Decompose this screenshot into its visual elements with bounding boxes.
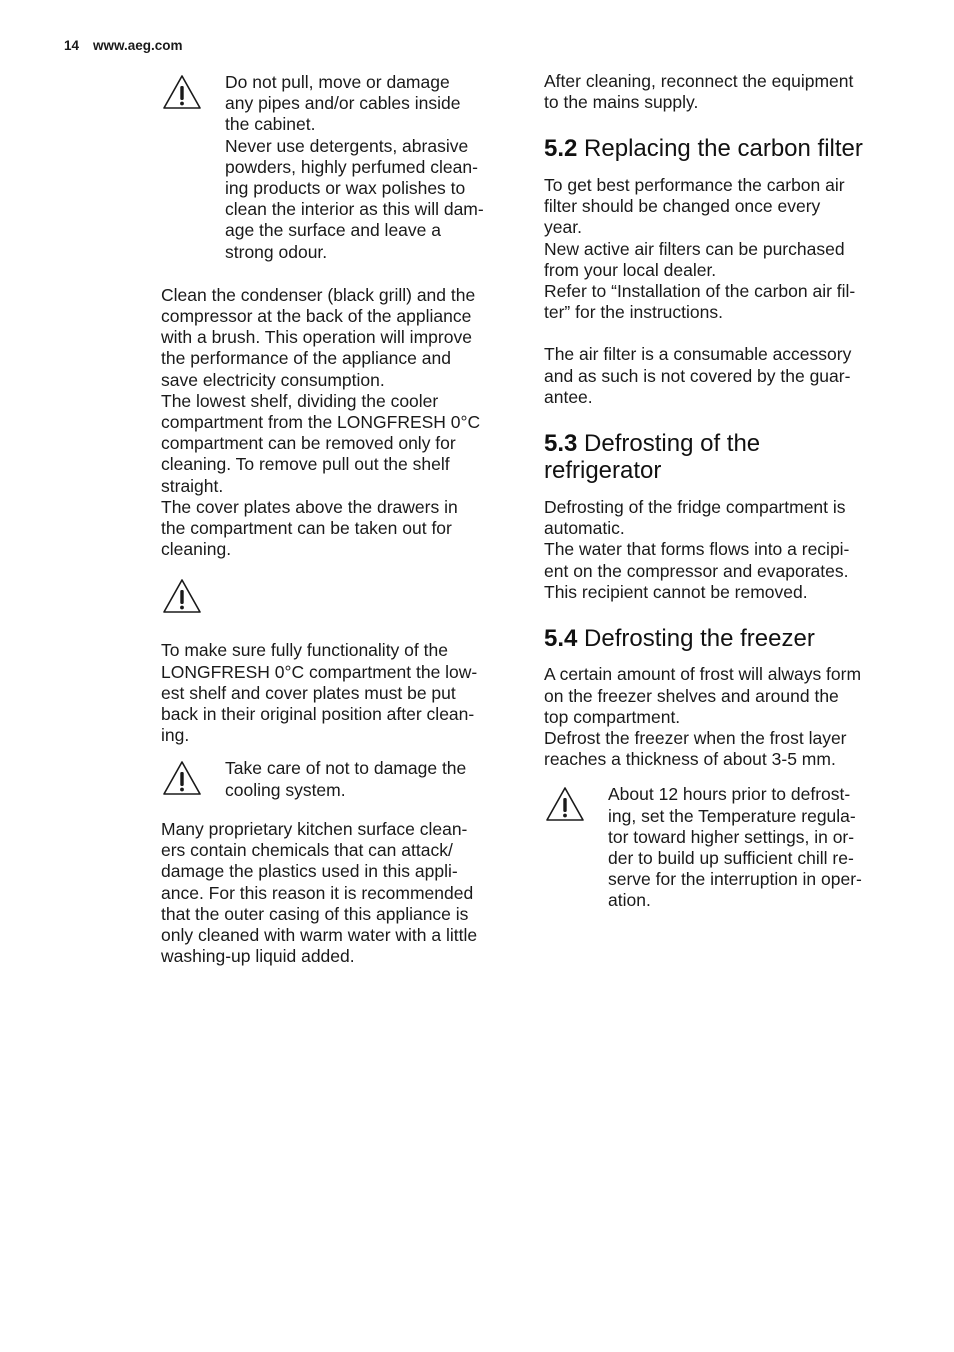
paragraph-longfresh [161,640,513,746]
text-line: the cabinet. [225,114,316,135]
text-line: est shelf and cover plates must be put [161,682,456,703]
paragraph-condenser [161,285,513,561]
text-line: The cover plates above the drawers in [161,496,458,517]
text-line: cleaning. [161,539,232,560]
text-line: automatic. [544,518,625,539]
page-number: 14 [64,38,80,53]
text-line: Clean the condenser (black grill) and the [161,284,476,305]
text-line: ing, set the Temperature regula- [608,805,856,826]
paragraph-carbon-filter [544,175,896,323]
text-line: cooling system. [225,779,346,800]
text-line: The lowest shelf, dividing the cooler [161,390,439,411]
website: www.aeg.com [93,38,183,53]
text-line: compartment can be removed only for [161,433,456,454]
right-column [544,70,896,912]
text-line: year. [544,217,582,238]
warning-block-defrost [544,784,896,911]
text-line: compressor at the back of the appliance [161,306,472,327]
paragraph-consumable [544,344,896,408]
section-number: 5.2 [544,135,578,163]
section-title: Defrosting the freezer [584,624,815,652]
text-line: Defrost the freezer when the frost layer [544,728,847,749]
text-line: Defrosting of the fridge compartment is [544,496,846,517]
text-line: ent on the compressor and evaporates. [544,560,849,581]
text-line: The water that forms flows into a recipi- [544,539,850,560]
text-line: Do not pull, move or damage [225,72,450,92]
text-line: ation. [608,890,651,911]
text-line: ance. For this reason it is recommended [161,882,474,903]
text-line: compartment from the LONGFRESH 0°C [161,412,481,433]
page-header [64,38,183,53]
text-line: from your local dealer. [544,259,717,280]
text-line: Refer to “Installation of the carbon air fil- [544,280,856,301]
text-line: any pipes and/or cables inside [225,93,461,114]
text-line: A certain amount of frost will always form [544,664,862,685]
text-line: strong odour. [225,241,328,262]
warning-text [608,784,862,911]
text-line: cleaning. To remove pull out the shelf [161,454,450,475]
section-heading-5-3 [544,430,896,485]
text-line: About 12 hours prior to defrost- [608,784,851,805]
text-line: New active air filters can be purchased [544,238,845,259]
warning-text [225,758,466,800]
text-line: Take care of not to damage the [225,758,467,779]
text-line: der to build up sufficient chill re- [608,848,854,869]
section-number: 5.4 [544,624,578,652]
warning-block-pipes [161,72,513,263]
text-line: back in their original position after clean- [161,704,475,725]
section-title-continued: refrigerator [544,457,662,485]
text-line: clean the interior as this will dam- [225,199,484,220]
text-line: age the surface and leave a [225,220,441,241]
paragraph-cleaners [161,819,513,967]
text-line: the compartment can be taken out for [161,518,452,539]
text-line: ter” for the instructions. [544,302,723,323]
warning-icon [161,576,203,618]
text-line: filter should be changed once every [544,196,821,217]
paragraph-defrost-fridge [544,497,896,603]
paragraph-defrost-freezer [544,664,896,770]
text-line: tor toward higher settings, in or- [608,826,855,847]
section-heading-5-2 [544,135,896,163]
text-line: that the outer casing of this appliance is [161,903,469,924]
text-line: ers contain chemicals that can attack/ [161,840,453,861]
text-line: ing products or wax polishes to [225,178,466,199]
text-line: reaches a thickness of about 3-5 mm. [544,749,836,770]
paragraph-reconnect [544,71,896,113]
text-line: powders, highly perfumed clean- [225,156,478,177]
warning-icon [161,72,203,114]
text-line: ing. [161,725,190,746]
text-line: washing-up liquid added. [161,946,355,967]
text-line: and as such is not covered by the guar- [544,365,851,386]
text-line: the performance of the appliance and [161,348,451,369]
text-line: To get best performance the carbon air [544,174,845,195]
text-line: Never use detergents, abrasive [225,135,469,156]
left-column [161,70,513,967]
text-line: only cleaned with warm water with a little [161,924,478,945]
warning-icon [544,784,586,826]
section-title: Defrosting of the [584,429,761,457]
section-title: Replacing the carbon filter [584,135,863,163]
text-line: to the mains supply. [544,92,699,113]
text-line: on the freezer shelves and around the [544,685,839,706]
text-line: save electricity consumption. [161,369,385,390]
text-line: damage the plastics used in this appli- [161,861,458,882]
text-line: Many proprietary kitchen surface clean- [161,818,468,839]
text-line: top compartment. [544,706,681,727]
text-line: To make sure fully functionality of the [161,640,448,661]
text-line: antee. [544,386,593,407]
text-line: with a brush. This operation will improve [161,327,472,348]
text-line: serve for the interruption in oper- [608,869,862,890]
warning-text [225,72,484,263]
text-line: The air filter is a consumable accessory [544,344,852,365]
warning-block-cooling [161,758,513,800]
text-line: This recipient cannot be removed. [544,581,808,602]
text-line: straight. [161,475,224,496]
text-line: After cleaning, reconnect the equipment [544,71,854,91]
text-line: LONGFRESH 0°C compartment the low- [161,661,478,682]
section-heading-5-4 [544,625,896,653]
warning-icon [161,758,203,800]
warning-block-standalone [161,576,513,618]
section-number: 5.3 [544,429,578,457]
